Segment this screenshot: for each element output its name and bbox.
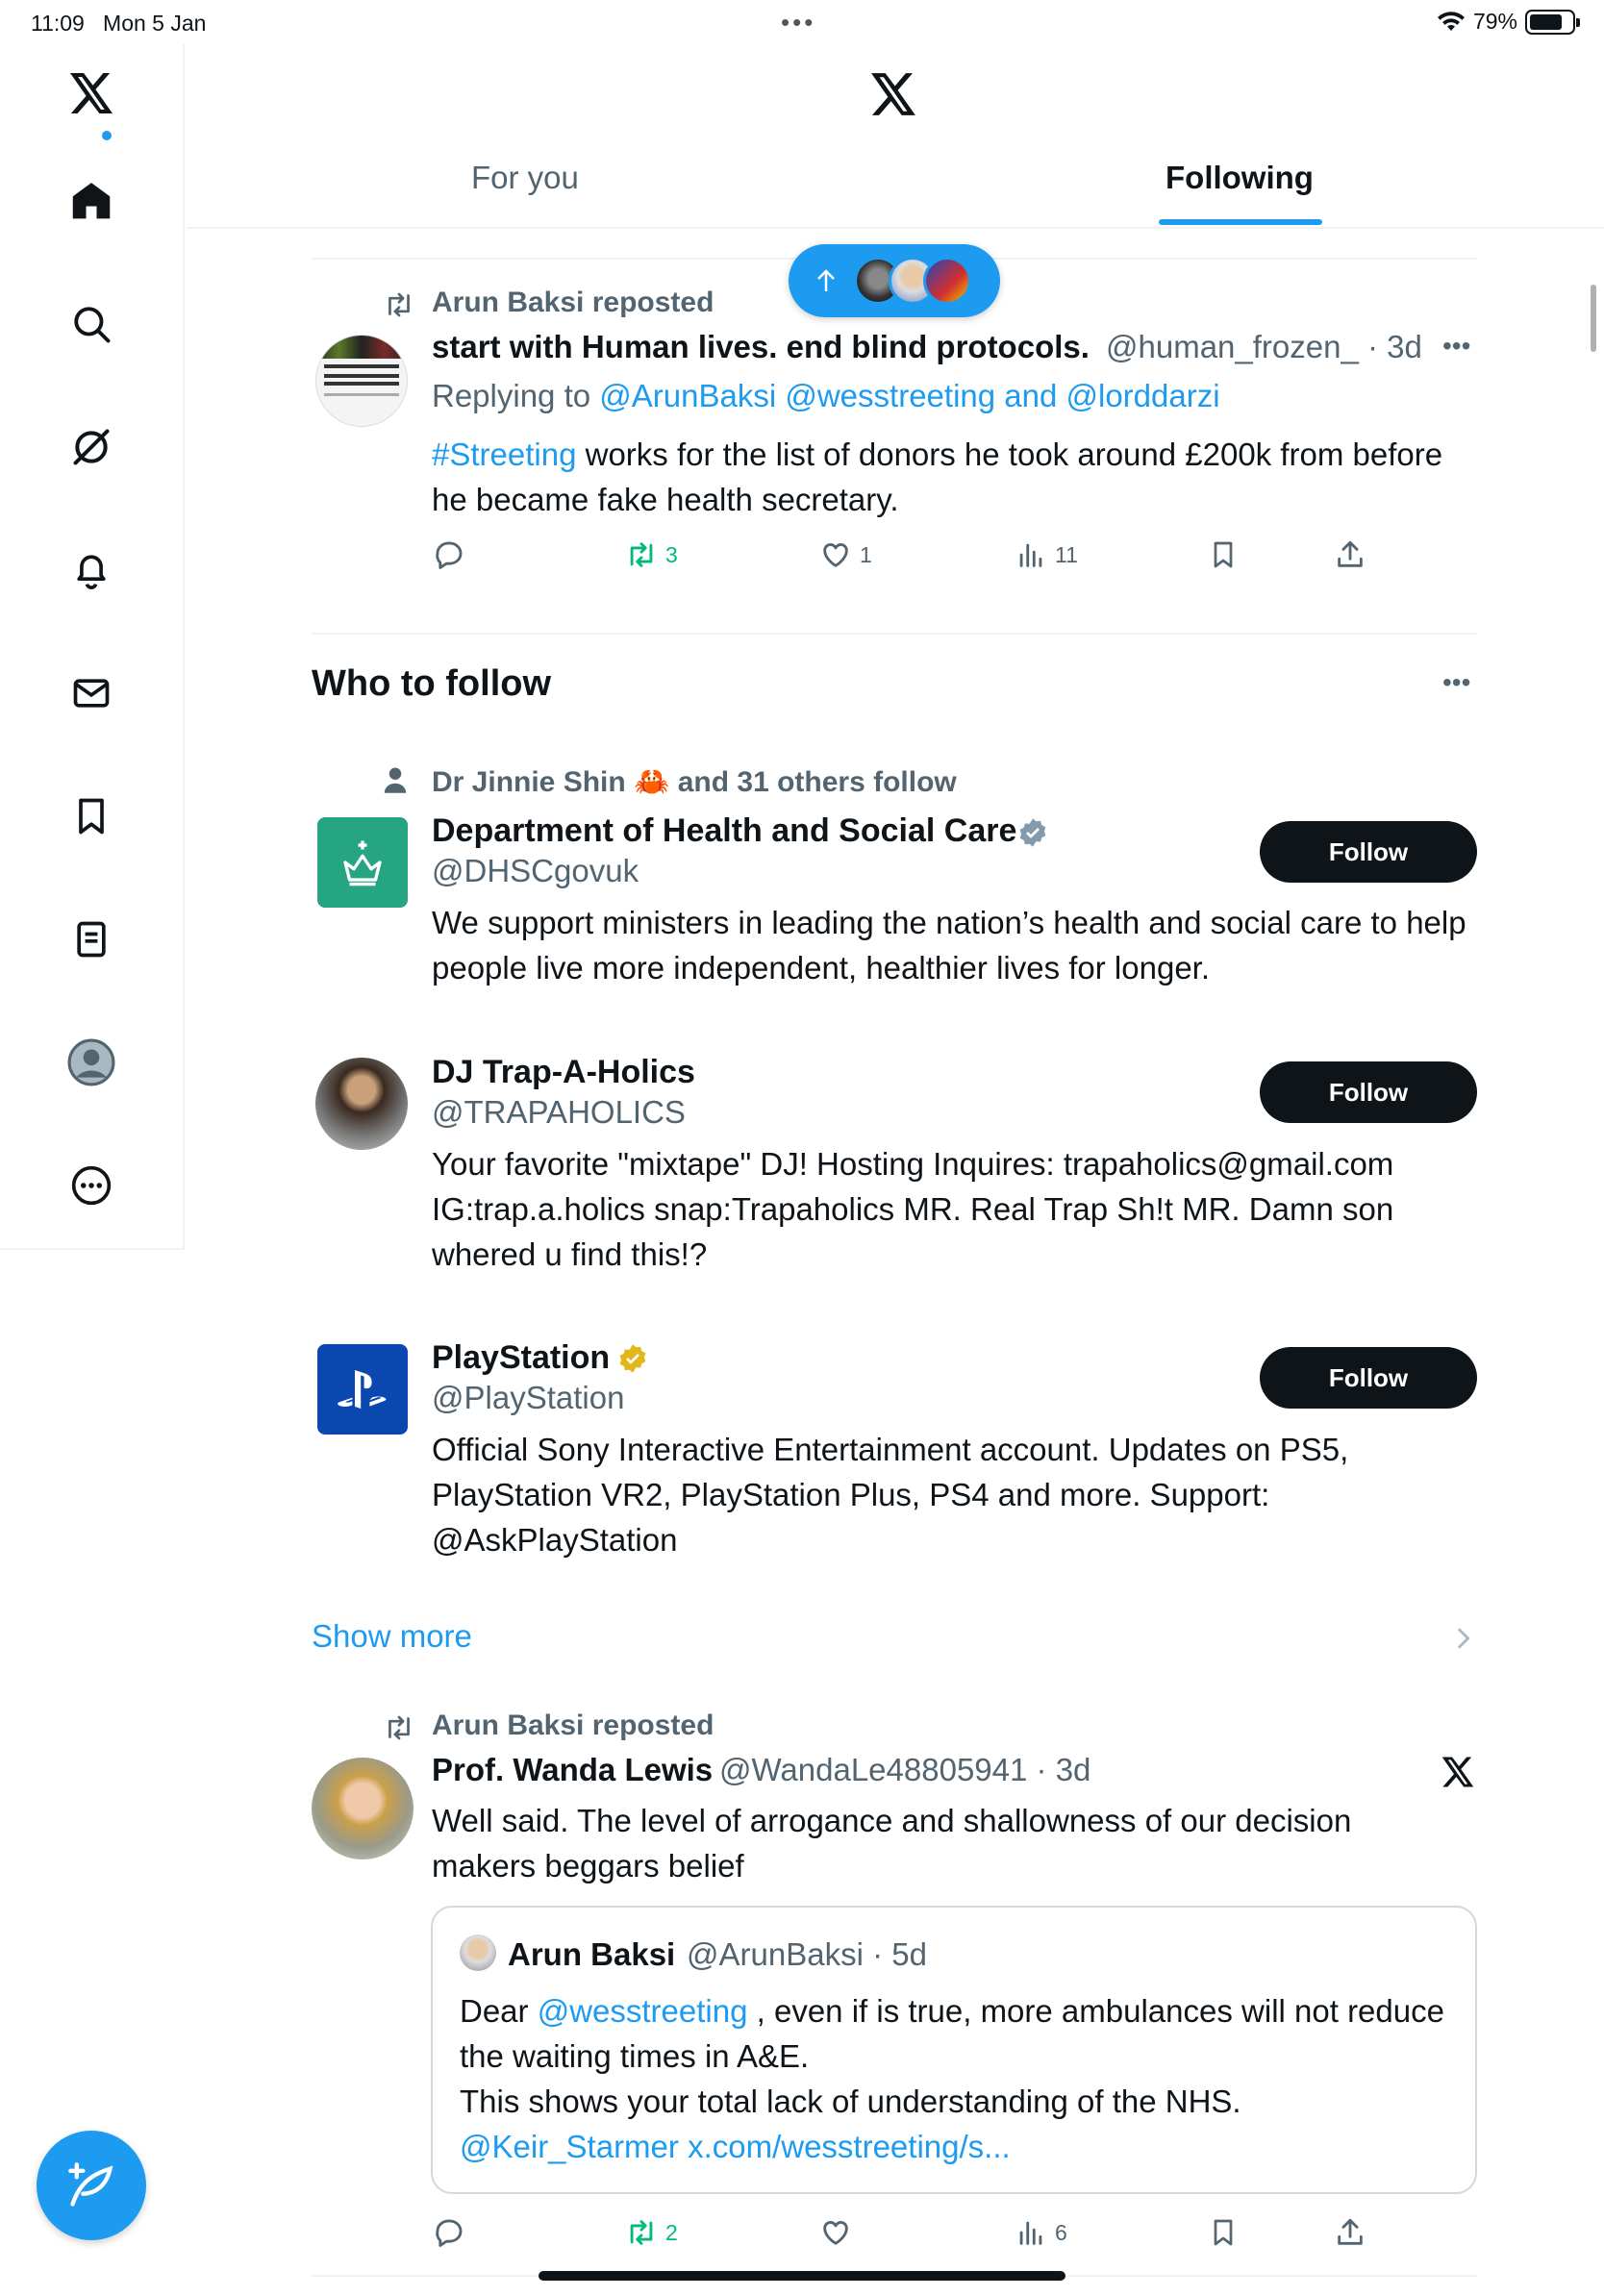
battery-icon: [1525, 10, 1575, 35]
views-button[interactable]: [1015, 538, 1078, 571]
like-button[interactable]: [819, 2216, 852, 2249]
reply-icon: [433, 2216, 465, 2249]
retweet-button[interactable]: [625, 538, 678, 571]
reply-button[interactable]: [433, 538, 465, 571]
pill-avatar-3: [923, 257, 971, 305]
lists-icon[interactable]: [58, 906, 125, 973]
playstation-handle[interactable]: @PlayStation: [432, 1380, 625, 1415]
views-count: 6: [1055, 2219, 1067, 2245]
post1-replying: Replying to @ArunBaksi @wesstreeting and @lorddarzi: [432, 378, 1220, 413]
quote-text: Dear @wesstreeting , even if is true, more ambulances will not reduce the waiting times in A&E. This shows your total lack of understanding of the NHS. @Keir_Starmer x.com/wesstreeting/s...: [460, 1993, 1444, 2164]
mention-link[interactable]: @wesstreeting: [537, 1993, 748, 2029]
quote-handle-time[interactable]: @ArunBaksi · 5d: [687, 1936, 927, 1972]
show-more-link[interactable]: Show more: [312, 1618, 472, 1654]
bookmark-button[interactable]: [1208, 538, 1239, 571]
wanda-avatar[interactable]: [312, 1758, 414, 1859]
like-button[interactable]: [819, 538, 872, 571]
chevron-right-icon: [1454, 1625, 1471, 1652]
dhsc-name[interactable]: Department of Health and Social Care: [432, 812, 1017, 849]
follow-button[interactable]: Follow: [1260, 1347, 1477, 1409]
compose-button[interactable]: [37, 2131, 146, 2240]
hashtag-link[interactable]: #Streeting: [432, 437, 577, 472]
repost-icon: [625, 2216, 658, 2249]
repost-icon: [625, 538, 658, 571]
reply-button[interactable]: [433, 2216, 465, 2249]
scrollbar[interactable]: [1591, 285, 1596, 352]
post2-author[interactable]: Prof. Wanda Lewis: [432, 1752, 714, 1787]
post1-author[interactable]: start with Human lives. end blind protocols.: [432, 329, 1090, 364]
person-icon: [381, 765, 410, 794]
repost-label: Arun Baksi reposted: [432, 287, 714, 318]
home-icon[interactable]: [58, 167, 125, 235]
mention-link[interactable]: @Keir_Starmer: [460, 2129, 679, 2164]
bookmark-icon: [1208, 538, 1239, 571]
mail-icon[interactable]: [58, 660, 125, 727]
verified-badge-icon: [617, 1343, 648, 1374]
dhsc-handle[interactable]: @DHSCgovuk: [432, 853, 639, 888]
retweet-button[interactable]: [625, 2216, 678, 2249]
trapaholics-name[interactable]: DJ Trap-A-Holics: [432, 1054, 695, 1090]
bookmark-button[interactable]: [1208, 2216, 1239, 2249]
post1-handle-time[interactable]: @human_frozen_ · 3d: [1106, 329, 1422, 364]
playstation-logo-icon: [334, 1365, 391, 1413]
post2-handle-time[interactable]: @WandaLe48805941 · 3d: [719, 1752, 1091, 1787]
share-button[interactable]: [1334, 538, 1366, 571]
bookmark-icon: [1208, 2216, 1239, 2249]
compose-icon: [66, 2160, 116, 2210]
bookmark-icon[interactable]: [58, 783, 125, 850]
playstation-avatar[interactable]: [317, 1344, 408, 1435]
trapaholics-handle[interactable]: @TRAPAHOLICS: [432, 1094, 686, 1130]
arrow-up-icon: [815, 268, 837, 293]
wifi-icon: [1437, 12, 1466, 33]
battery-percent: 79%: [1472, 9, 1517, 34]
quoted-post[interactable]: [431, 1906, 1477, 2194]
quote-author[interactable]: Arun Baksi: [508, 1936, 676, 1972]
status-bar: [0, 0, 1604, 44]
more-icon[interactable]: [58, 1152, 125, 1219]
heart-icon: [819, 538, 852, 571]
trapaholics-avatar[interactable]: [315, 1058, 408, 1150]
post1-avatar[interactable]: [315, 335, 408, 427]
share-button[interactable]: [1334, 2216, 1366, 2249]
reply-icon: [433, 538, 465, 571]
more-icon[interactable]: •••: [1442, 331, 1471, 361]
analytics-icon: [1015, 538, 1047, 571]
retweet-count: 2: [665, 2219, 678, 2245]
quote-avatar[interactable]: [460, 1934, 496, 1971]
crown-icon: [337, 836, 388, 888]
profile-icon[interactable]: [58, 1029, 125, 1096]
tab-following[interactable]: Following: [1165, 160, 1314, 195]
views-count: 11: [1055, 541, 1078, 567]
verified-badge-icon: [1017, 817, 1048, 848]
who-to-follow-title: Who to follow: [312, 663, 552, 704]
post1-reply-mentions[interactable]: @ArunBaksi @wesstreeting and @lorddarzi: [599, 378, 1220, 413]
analytics-icon: [1015, 2216, 1047, 2249]
url-link[interactable]: x.com/wesstreeting/s...: [688, 2129, 1011, 2164]
header-x-logo[interactable]: [869, 71, 917, 117]
dhsc-avatar[interactable]: [317, 817, 408, 908]
playstation-name[interactable]: PlayStation: [432, 1339, 611, 1376]
retweet-count: 3: [665, 541, 678, 567]
notification-dot: [100, 129, 113, 142]
home-indicator[interactable]: [539, 2271, 1065, 2281]
follow-button[interactable]: Follow: [1260, 1061, 1477, 1123]
trapaholics-bio: Your favorite "mixtape" DJ! Hosting Inquires: trapaholics@gmail.com IG:trap.a.holics snap:Trapaholics MR. Real Trap Sh!t MR. Damn son whered u find this!?: [432, 1146, 1394, 1272]
status-right: [1437, 9, 1575, 35]
timeline-header: [187, 44, 1604, 229]
x-logo[interactable]: [1441, 1756, 1475, 1788]
post2-text: Well said. The level of arrogance and shallowness of our decision makers beggars belief: [432, 1803, 1352, 1884]
new-posts-pill[interactable]: [789, 244, 1000, 317]
multitasking-dots[interactable]: •••: [781, 8, 816, 37]
share-icon: [1334, 2216, 1366, 2249]
share-icon: [1334, 538, 1366, 571]
status-time: 11:09 Mon 5 Jan: [31, 11, 207, 36]
heart-icon: [819, 2216, 852, 2249]
search-icon[interactable]: [58, 290, 125, 358]
dhsc-bio: We support ministers in leading the nation’s health and social care to help people live more independent, healthier lives for longer.: [432, 905, 1466, 986]
divider: [312, 633, 1477, 635]
more-icon[interactable]: •••: [1442, 667, 1471, 697]
like-count: 1: [860, 541, 872, 567]
tab-active-indicator: [1159, 219, 1322, 225]
x-logo[interactable]: [58, 60, 125, 127]
playstation-bio: Official Sony Interactive Entertainment account. Updates on PS5, PlayStation VR2, PlayStation Plus, PS4 and more. Support: @AskPlayStation: [432, 1432, 1349, 1558]
post1-text: #Streeting works for the list of donors he took around £200k from before he became fake health secretary.: [432, 437, 1443, 517]
repost-label: Arun Baksi reposted: [432, 1710, 714, 1741]
bell-icon[interactable]: [58, 537, 125, 604]
repost-icon: [383, 290, 415, 319]
social-context: Dr Jinnie Shin 🦀 and 31 others follow: [432, 766, 957, 798]
views-button[interactable]: [1015, 2216, 1067, 2249]
tab-for-you[interactable]: For you: [471, 160, 579, 195]
follow-button[interactable]: Follow: [1260, 821, 1477, 883]
grok-icon[interactable]: [58, 413, 125, 481]
repost-icon: [383, 1713, 415, 1742]
